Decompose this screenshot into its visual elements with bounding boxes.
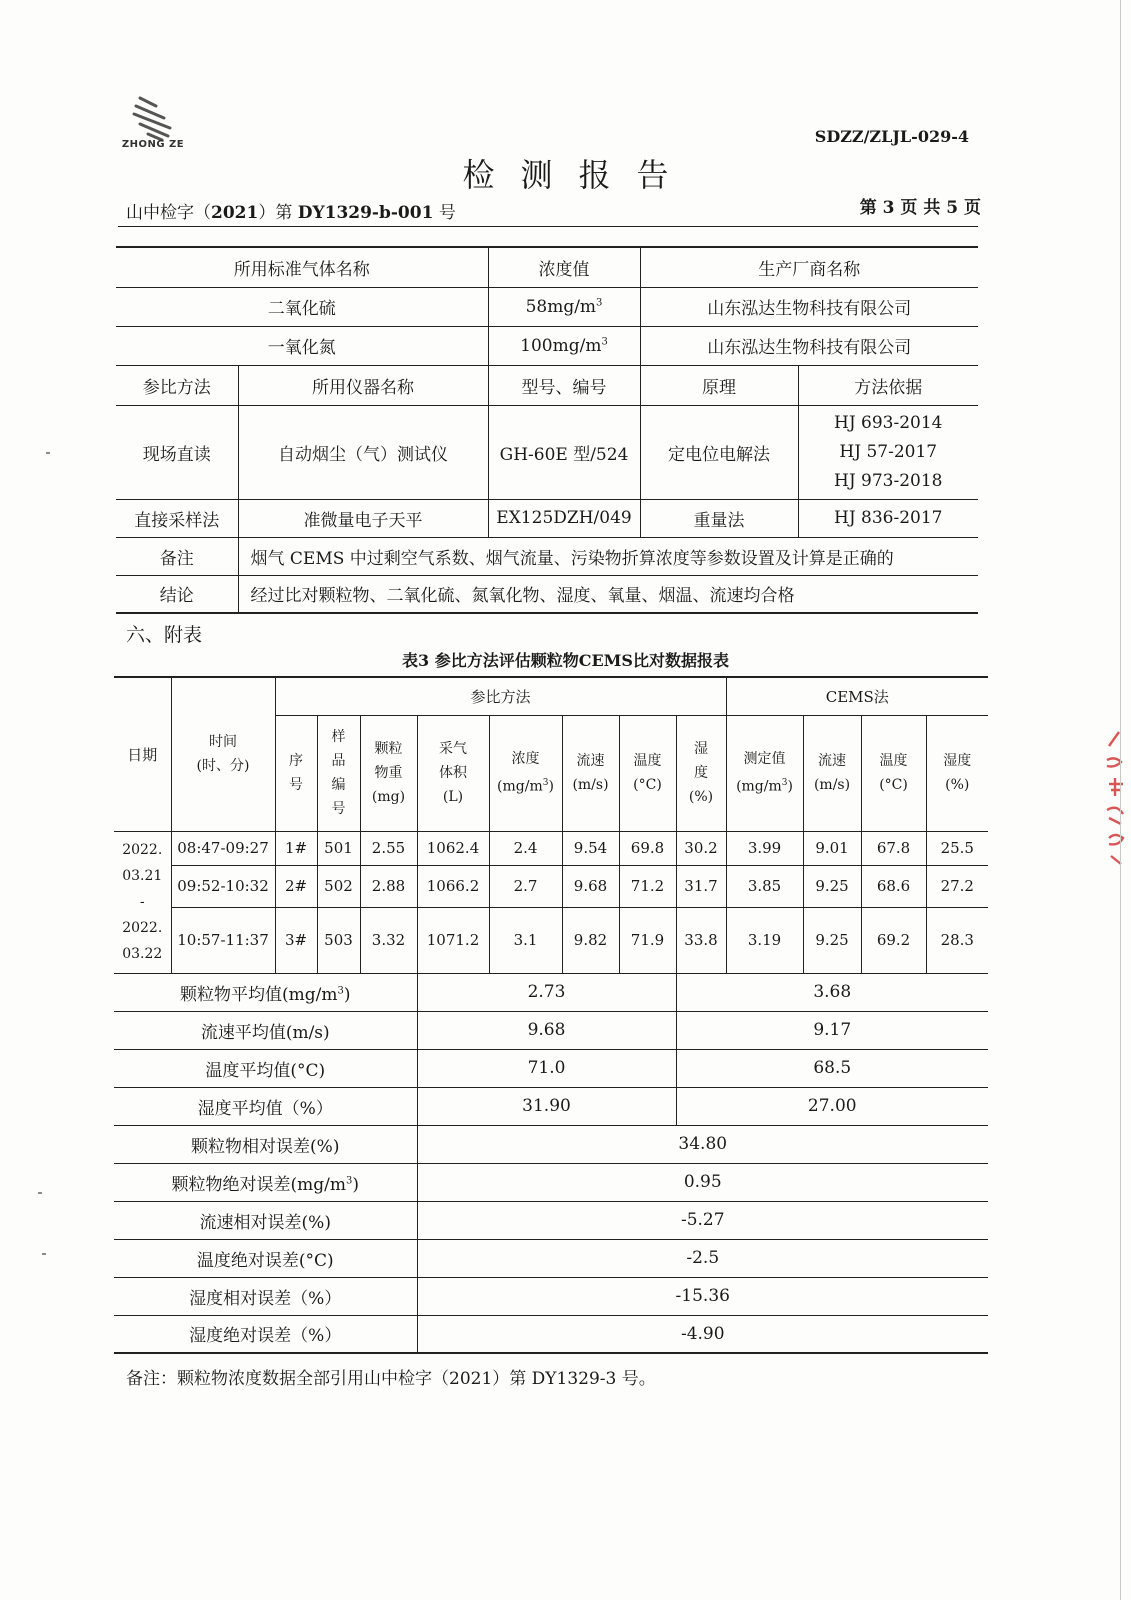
cems-humid-cell: 27.2 xyxy=(926,865,988,907)
error-label: 湿度相对误差（%） xyxy=(114,1277,417,1315)
cems-value-cell: 3.99 xyxy=(726,831,803,865)
table-row xyxy=(114,831,988,865)
instrument-cell: 准微量电子天平 xyxy=(238,499,488,537)
average-row xyxy=(114,973,988,1011)
error-label: 颗粒物绝对误差$(mg/m^3)$ xyxy=(114,1163,417,1201)
basis-cell: HJ 836-2017 xyxy=(798,499,978,537)
conc-cell: 3.1 xyxy=(489,907,562,973)
conclusion-text: 经过比对颗粒物、二氧化硫、氮氧化物、湿度、氧量、烟温、流速均合格 xyxy=(238,575,978,613)
error-row xyxy=(114,1277,988,1315)
average-cems-value: 3.68 xyxy=(676,973,988,1011)
header-cems-humidity: 湿度 (%) xyxy=(926,715,988,831)
document-code: SDZZ/ZLJL-029-4 xyxy=(814,127,969,146)
time-cell: 10:57-11:37 xyxy=(171,907,275,973)
table-row xyxy=(114,907,988,973)
page-title: 检测报告 xyxy=(462,156,695,194)
error-value: -2.5 xyxy=(417,1239,988,1277)
remark-label: 备注 xyxy=(116,537,238,575)
header-cell: 原理 xyxy=(640,365,798,405)
temp-cell: 71.9 xyxy=(619,907,676,973)
flow-cell: 9.82 xyxy=(562,907,619,973)
sample-cell: 503 xyxy=(317,907,360,973)
error-row xyxy=(114,1163,988,1201)
page-edge xyxy=(1120,0,1121,1600)
scan-mark xyxy=(38,1192,42,1194)
comparison-data-table xyxy=(114,676,988,1354)
logo-text: ZHONG ZE xyxy=(121,139,185,150)
header-seq: 序 号 xyxy=(275,715,317,831)
cems-flow-cell: 9.01 xyxy=(803,831,861,865)
sample-cell: 501 xyxy=(317,831,360,865)
date-range-cell: 2022. 03.21 - 2022. 03.22 xyxy=(114,831,171,973)
cems-temp-cell: 69.2 xyxy=(861,907,926,973)
table-row xyxy=(116,287,978,326)
cems-temp-cell: 68.6 xyxy=(861,865,926,907)
average-row xyxy=(114,1087,988,1125)
model-cell: EX125DZH/049 xyxy=(488,499,640,537)
seq-cell: 2# xyxy=(275,865,317,907)
error-row xyxy=(114,1125,988,1163)
average-ref-value: 31.90 xyxy=(417,1087,676,1125)
error-label: 湿度绝对误差（%） xyxy=(114,1315,417,1353)
temp-cell: 71.2 xyxy=(619,865,676,907)
header-cell: 所用仪器名称 xyxy=(238,365,488,405)
average-label: 流速平均值(m/s) xyxy=(114,1011,417,1049)
error-value: -5.27 xyxy=(417,1201,988,1239)
error-value: 0.95 xyxy=(417,1163,988,1201)
table-caption: 表3 参比方法评估颗粒物CEMS比对数据报表 xyxy=(402,651,729,670)
header-cell: 浓度值 xyxy=(488,247,640,287)
humid-cell: 31.7 xyxy=(676,865,726,907)
time-cell: 08:47-09:27 xyxy=(171,831,275,865)
method-cell: 直接采样法 xyxy=(116,499,238,537)
header-temperature: 温度 (°C) xyxy=(619,715,676,831)
temp-cell: 69.8 xyxy=(619,831,676,865)
error-value: -4.90 xyxy=(417,1315,988,1353)
average-label: 颗粒物平均值$(mg/m^3)$ xyxy=(114,973,417,1011)
seal-stamp-fragment xyxy=(1101,726,1129,872)
header-time: 时间 (时、分) xyxy=(171,677,275,831)
cems-humid-cell: 28.3 xyxy=(926,907,988,973)
flow-cell: 9.68 xyxy=(562,865,619,907)
error-label: 温度绝对误差(°C) xyxy=(114,1239,417,1277)
header-cell: 所用标准气体名称 xyxy=(116,247,488,287)
table-row xyxy=(116,499,978,537)
remark-text: 烟气 CEMS 中过剩空气系数、烟气流量、污染物折算浓度等参数设置及计算是正确的 xyxy=(238,537,978,575)
principle-cell: 定电位电解法 xyxy=(640,405,798,499)
scan-mark xyxy=(46,452,50,454)
gas-concentration: $100mg/m^3$ xyxy=(488,326,640,365)
principle-cell: 重量法 xyxy=(640,499,798,537)
error-row xyxy=(114,1201,988,1239)
average-ref-value: 2.73 xyxy=(417,973,676,1011)
error-label: 颗粒物相对误差(%) xyxy=(114,1125,417,1163)
gas-concentration: $58mg/m^3$ xyxy=(488,287,640,326)
volume-cell: 1071.2 xyxy=(417,907,489,973)
seq-cell: 3# xyxy=(275,907,317,973)
header-cems-temperature: 温度 (°C) xyxy=(861,715,926,831)
table-row xyxy=(116,575,978,613)
time-cell: 09:52-10:32 xyxy=(171,865,275,907)
table-row xyxy=(114,865,988,907)
weight-cell: 3.32 xyxy=(360,907,417,973)
header-sample: 样 品 编 号 xyxy=(317,715,360,831)
average-row xyxy=(114,1049,988,1087)
table-row xyxy=(114,677,988,715)
humid-cell: 33.8 xyxy=(676,907,726,973)
seq-cell: 1# xyxy=(275,831,317,865)
cems-value-cell: 3.85 xyxy=(726,865,803,907)
cems-temp-cell: 67.8 xyxy=(861,831,926,865)
average-ref-value: 9.68 xyxy=(417,1011,676,1049)
footnote: 备注：颗粒物浓度数据全部引用山中检字（2021）第 DY1329-3 号。 xyxy=(126,1369,656,1389)
weight-cell: 2.55 xyxy=(360,831,417,865)
header-date: 日期 xyxy=(114,677,171,831)
humid-cell: 30.2 xyxy=(676,831,726,865)
header-cell: 参比方法 xyxy=(116,365,238,405)
header-concentration: 浓度 $(mg/m^3)$ xyxy=(489,715,562,831)
model-cell: GH-60E 型/524 xyxy=(488,405,640,499)
report-number: 山中检字（2021）第 DY1329-b-001 号 xyxy=(126,203,456,223)
header-weight: 颗粒 物重 (mg) xyxy=(360,715,417,831)
sample-cell: 502 xyxy=(317,865,360,907)
conc-cell: 2.7 xyxy=(489,865,562,907)
table-row xyxy=(116,247,978,287)
average-label: 温度平均值(°C) xyxy=(114,1049,417,1087)
header-cell: 型号、编号 xyxy=(488,365,640,405)
section-heading: 六、附表 xyxy=(126,624,203,646)
cems-humid-cell: 25.5 xyxy=(926,831,988,865)
table-row xyxy=(116,405,978,499)
average-cems-value: 68.5 xyxy=(676,1049,988,1087)
header-cell: 生产厂商名称 xyxy=(640,247,978,287)
average-cems-value: 27.00 xyxy=(676,1087,988,1125)
basis-cell: HJ 693-2014 HJ 57-2017 HJ 973-2018 xyxy=(798,405,978,499)
page-number: 第 3 页 共 5 页 xyxy=(859,198,981,218)
volume-cell: 1062.4 xyxy=(417,831,489,865)
gas-name: 二氧化硫 xyxy=(116,287,488,326)
error-row xyxy=(114,1239,988,1277)
header-flow: 流速 (m/s) xyxy=(562,715,619,831)
instrument-cell: 自动烟尘（气）测试仪 xyxy=(238,405,488,499)
error-value: 34.80 xyxy=(417,1125,988,1163)
gas-maker: 山东泓达生物科技有限公司 xyxy=(640,326,978,365)
error-label: 流速相对误差(%) xyxy=(114,1201,417,1239)
conclusion-label: 结论 xyxy=(116,575,238,613)
error-row xyxy=(114,1315,988,1353)
header-humidity: 湿 度 (%) xyxy=(676,715,726,831)
table-row xyxy=(116,537,978,575)
cems-value-cell: 3.19 xyxy=(726,907,803,973)
header-cems-method: CEMS法 xyxy=(726,677,988,715)
header-cems-value: 测定值 $(mg/m^3)$ xyxy=(726,715,803,831)
flow-cell: 9.54 xyxy=(562,831,619,865)
average-ref-value: 71.0 xyxy=(417,1049,676,1087)
error-value: -15.36 xyxy=(417,1277,988,1315)
conc-cell: 2.4 xyxy=(489,831,562,865)
weight-cell: 2.88 xyxy=(360,865,417,907)
average-label: 湿度平均值（%） xyxy=(114,1087,417,1125)
average-row xyxy=(114,1011,988,1049)
table-row xyxy=(116,365,978,405)
scan-mark xyxy=(42,1253,46,1255)
header-volume: 采气 体积 (L) xyxy=(417,715,489,831)
header-divider xyxy=(118,226,978,227)
gas-name: 一氧化氮 xyxy=(116,326,488,365)
table-row xyxy=(116,326,978,365)
gas-maker: 山东泓达生物科技有限公司 xyxy=(640,287,978,326)
header-cell: 方法依据 xyxy=(798,365,978,405)
cems-flow-cell: 9.25 xyxy=(803,865,861,907)
header-cems-flow: 流速 (m/s) xyxy=(803,715,861,831)
method-cell: 现场直读 xyxy=(116,405,238,499)
volume-cell: 1066.2 xyxy=(417,865,489,907)
gas-instrument-table xyxy=(116,246,978,614)
average-cems-value: 9.17 xyxy=(676,1011,988,1049)
header-reference-method: 参比方法 xyxy=(275,677,726,715)
cems-flow-cell: 9.25 xyxy=(803,907,861,973)
